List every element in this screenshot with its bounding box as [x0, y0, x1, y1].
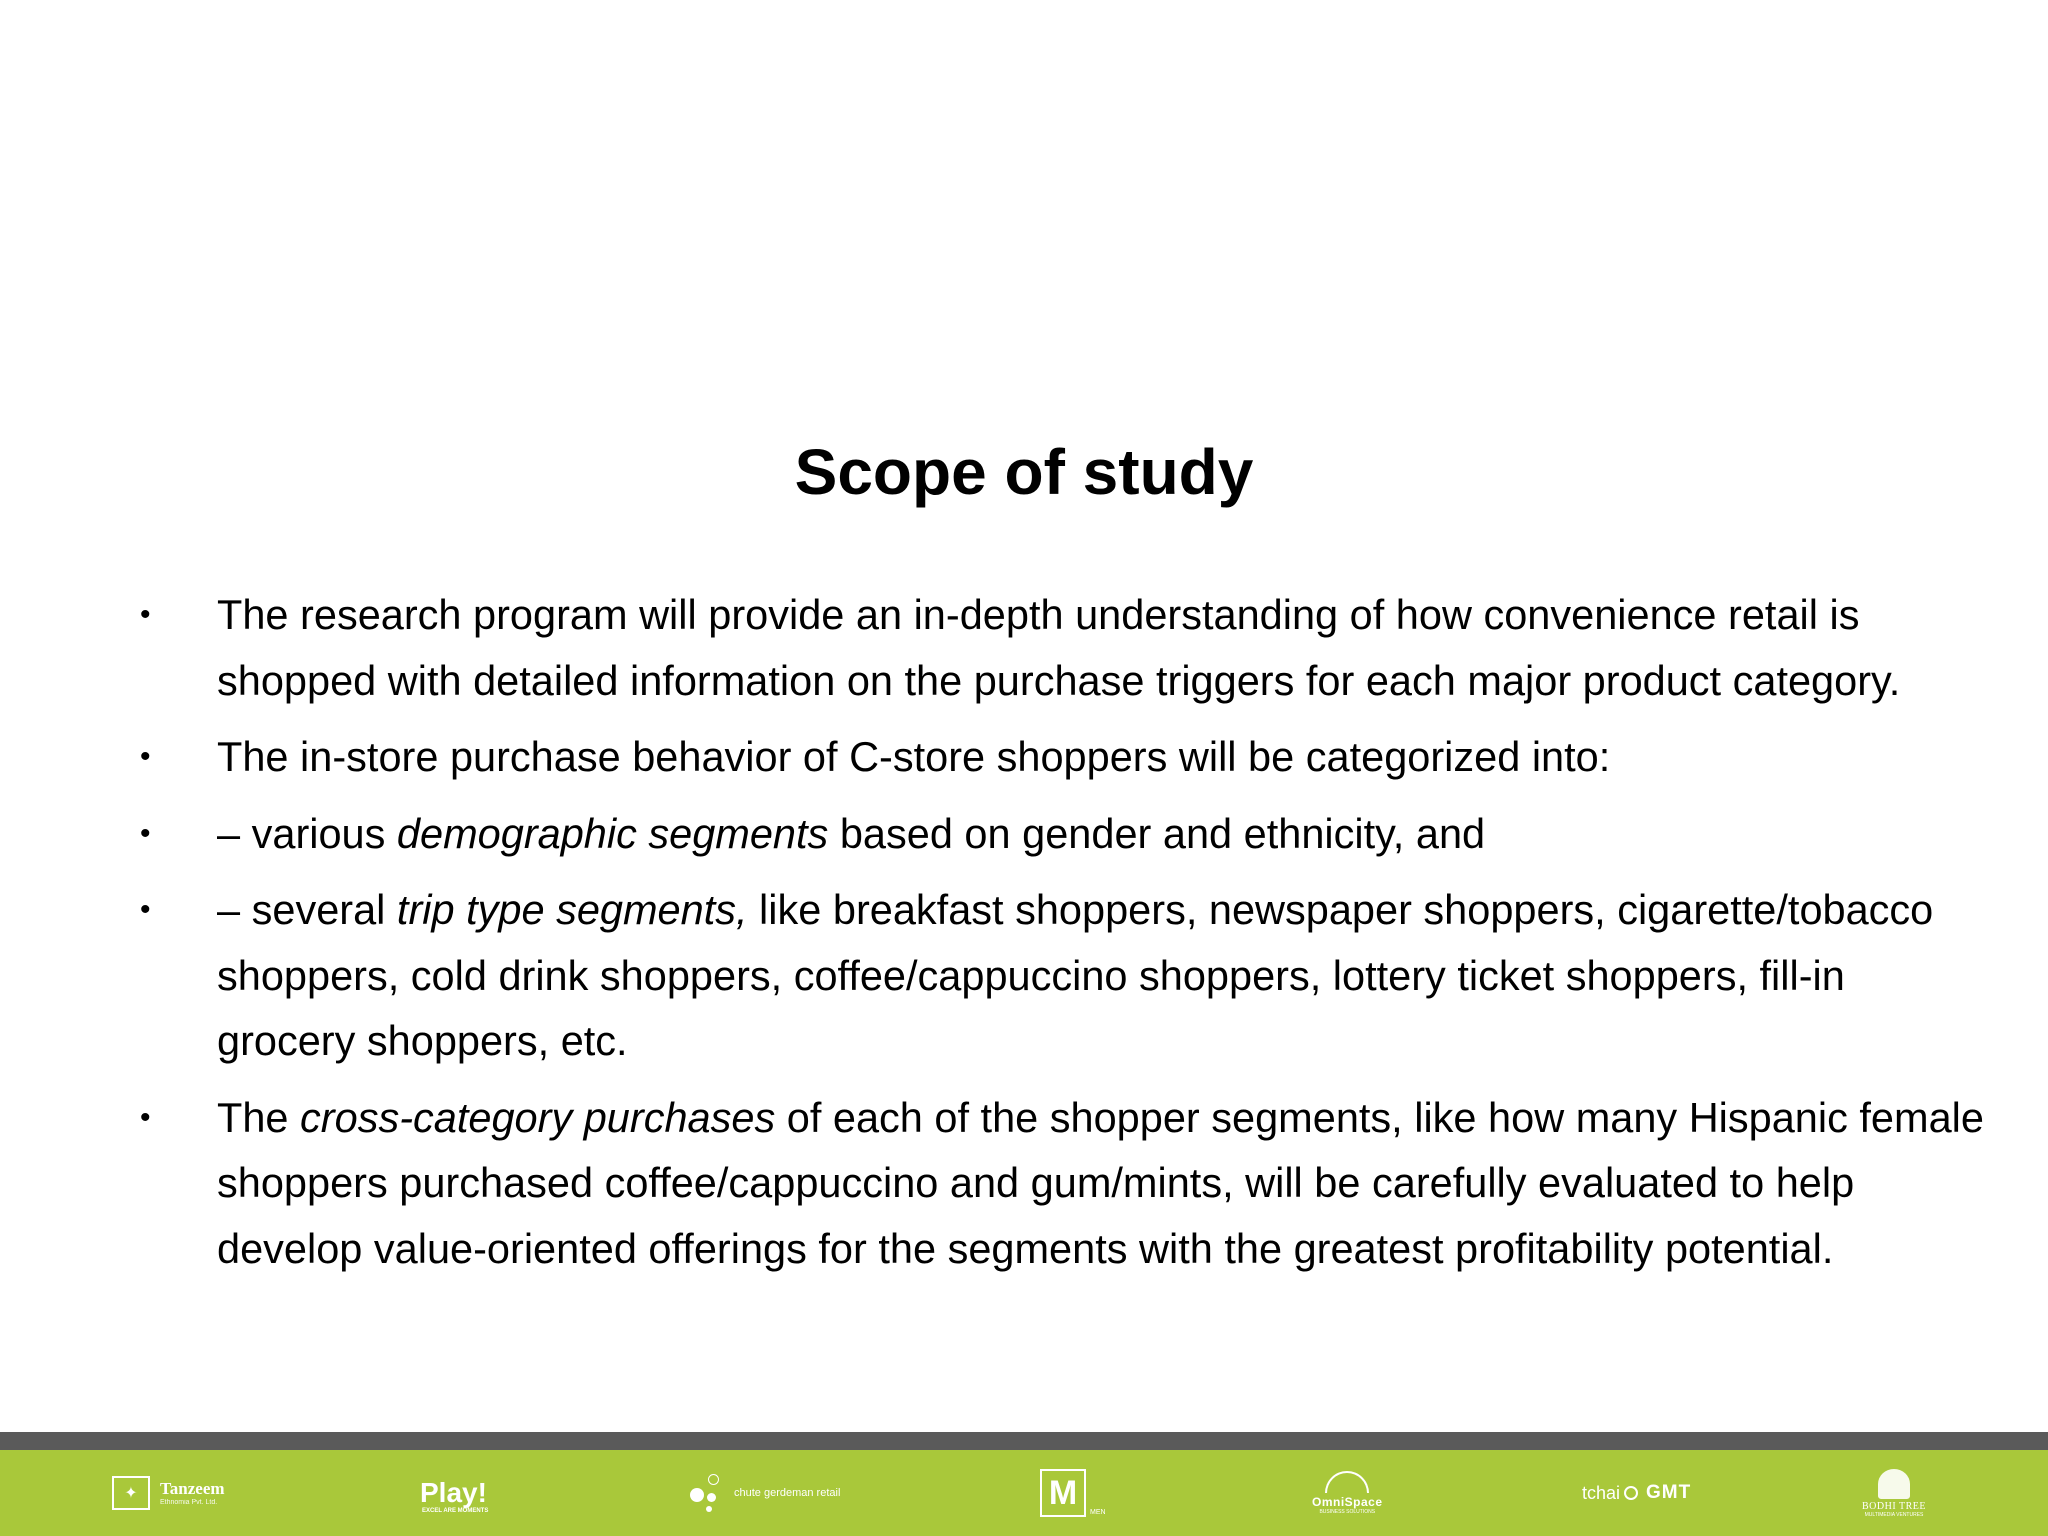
chute-dots-icon: [686, 1468, 726, 1518]
bullet-dot: •: [140, 893, 151, 926]
omnispace-logo: [1312, 1450, 1383, 1536]
chute-logo-name: chute gerdeman retail: [734, 1487, 841, 1499]
bullet-emphasis: trip type segments,: [396, 886, 748, 933]
play-logo-sub: EXCEL ARE MOMENTS: [422, 1508, 489, 1514]
bullet-text: based on gender and ethnicity, and: [828, 809, 1486, 857]
bullet-text: The in-store purchase behavior of C-store shoppers will be categorized into:: [217, 733, 1611, 780]
bullet-text: of each of the shopper segments, like how many Hispanic female shoppers purchased coffee/cappuccino and gum/mints, will be carefully evaluated to help develop value-oriented offerings for the segments with the greatest profitability potential.: [217, 1093, 1984, 1272]
play-logo: [420, 1450, 487, 1536]
bullet-emphasis: cross-category purchases: [300, 1093, 776, 1141]
omnispace-logo-name: OmniSpace: [1312, 1495, 1383, 1509]
tchai-logo-name: tchai: [1582, 1482, 1621, 1503]
bullet-item: [0, 877, 2048, 1074]
m-logo-sub: MEN: [1090, 1509, 1106, 1516]
bullet-item: [0, 582, 2048, 713]
bullet-text: The research program will provide an in-depth understanding of how convenience retail is shopped with detailed information on the purchase triggers for each major product category.: [217, 591, 1901, 704]
bullet-list: [0, 582, 2048, 1292]
bullet-dot: •: [140, 740, 151, 773]
bullet-text: The: [217, 1093, 301, 1141]
bullet-emphasis: demographic segments: [396, 809, 829, 857]
bullet-dot: •: [140, 1100, 151, 1134]
ring-icon: [1624, 1486, 1638, 1500]
bullet-item: [0, 1085, 2048, 1282]
chute-logo: [686, 1450, 840, 1536]
omnispace-logo-sub: BUSINESS SOLUTIONS: [1319, 1509, 1376, 1515]
m-logo-mark: M: [1040, 1469, 1086, 1517]
footer-logo-bar: [0, 1450, 2048, 1536]
bullet-item: [0, 801, 2048, 867]
bullet-text: like breakfast shoppers, newspaper shoppers, cigarette/tobacco shoppers, cold drink shoppers, coffee/cappuccino shoppers, lottery ticket shoppers, fill-in grocery shoppers, etc.: [217, 886, 1934, 1064]
bodhi-logo-sub: MULTIMEDIA VENTURES: [1864, 1511, 1924, 1518]
tchai-gmt-logo: [1582, 1450, 1691, 1536]
tanzeem-logo-name: Tanzeem: [160, 1478, 225, 1498]
bullet-text: – several: [217, 886, 397, 933]
gmt-logo-name: GMT: [1646, 1482, 1692, 1503]
footer-divider: [0, 1432, 2048, 1450]
bullet-dot: •: [140, 598, 151, 631]
bullet-text: – various: [217, 809, 397, 857]
play-logo-name: Play!: [420, 1477, 487, 1508]
bodhi-tree-logo: [1862, 1450, 1926, 1536]
tanzeem-logo-icon: ✦: [112, 1476, 150, 1510]
omnispace-arc-icon: [1325, 1471, 1369, 1493]
tree-icon: [1878, 1469, 1910, 1499]
bullet-dot: •: [140, 816, 151, 850]
tanzeem-logo-sub: Ethnomia Pvt. Ltd.: [160, 1498, 218, 1506]
slide-title: Scope of study: [794, 436, 1254, 508]
tanzeem-logo: [112, 1450, 225, 1536]
bullet-item: [0, 724, 2048, 790]
bodhi-logo-name: BODHI TREE: [1862, 1500, 1926, 1512]
m-logo: [1040, 1450, 1106, 1536]
